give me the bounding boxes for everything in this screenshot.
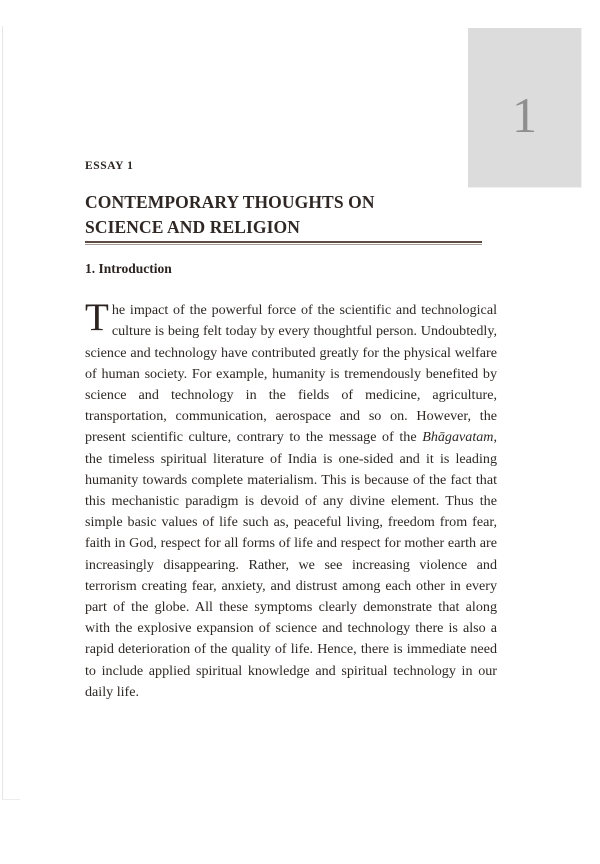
title-divider-secondary xyxy=(85,244,482,245)
page-title xyxy=(85,190,485,240)
chapter-number: 1 xyxy=(512,87,537,143)
page-edge-left xyxy=(2,26,3,800)
drop-cap: T xyxy=(85,296,109,340)
chapter-number-box xyxy=(468,28,582,188)
body-paragraph xyxy=(85,296,497,703)
section-heading-introduction: 1. Introduction xyxy=(85,261,172,276)
page-edge-bottom xyxy=(2,799,20,800)
essay-label: ESSAY 1 xyxy=(85,160,134,172)
italic-term-bhagavatam: Bhāgavatam xyxy=(422,429,494,446)
page-title-line-1: CONTEMPORARY THOUGHTS ON xyxy=(85,192,375,212)
page-title-line-2: SCIENCE AND RELIGION xyxy=(85,217,300,237)
title-divider xyxy=(85,241,482,243)
body-text-part-2: , the timeless spiritual literature of India is one-sided and it is leading humanity towards complete materialism. This is because of the fact that this mechanistic paradigm is devoid of any divine element. Thus the simple basic values of life such as, peaceful living, freedom from fear, faith in God, respect for all forms of life and respect for mother earth are increasingly disappearing. Rather, we see increasing violence and terrorism creating fear, anxiety, and distrust among each other in every part of the globe. All these symptoms clearly demonstrate that along with the explosive expansion of science and technology there is also a rapid deterioration of the quality of life. Hence, there is immediate need to include applied spiritual knowledge and spiritual technology in our daily life. xyxy=(85,429,497,700)
body-text-part-1: he impact of the powerful force of the scientific and technological culture is being felt today by every thoughtful person. Undoubtedly, science and technology have contributed greatly for the physical welfare of human society. For example, humanity is tremendously benefited by science and technology in the fields of medicine, agriculture, transportation, communication, aerospace and so on. However, the present scientific culture, contrary to the message of the xyxy=(85,302,497,446)
